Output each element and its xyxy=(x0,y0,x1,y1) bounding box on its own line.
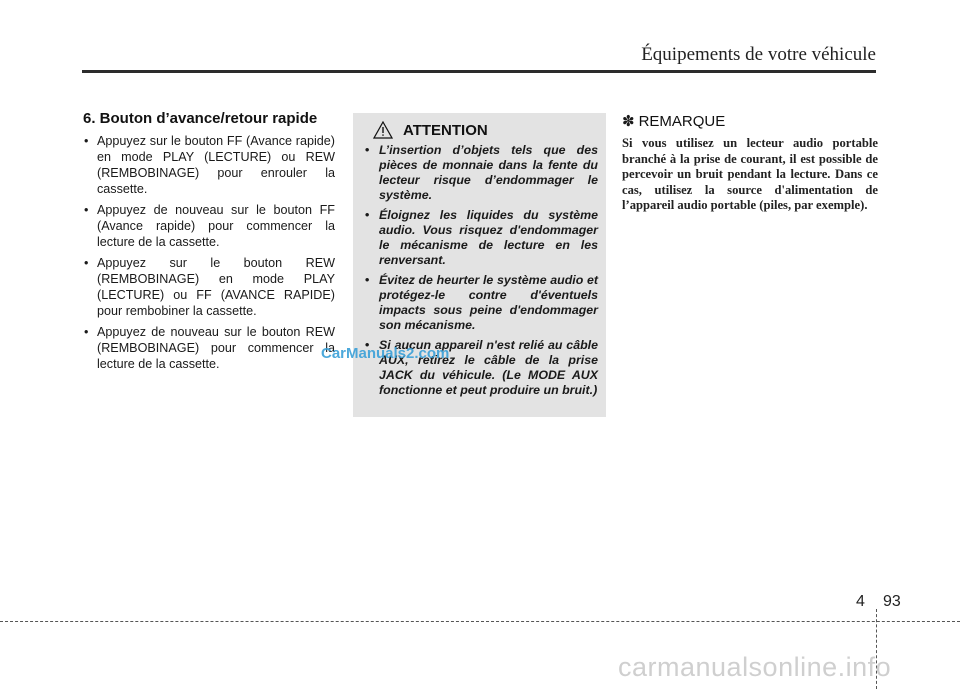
attention-box xyxy=(353,113,606,417)
attention-header xyxy=(373,121,598,139)
remark-title: REMARQUE xyxy=(638,112,726,130)
warning-triangle-icon xyxy=(373,121,393,139)
header-divider xyxy=(82,70,876,73)
asterisk-icon: ✽ xyxy=(622,113,635,130)
remark-header xyxy=(622,112,878,130)
list-item: • Évitez de heurter le système audio et protégez-le contre d'éventuels impacts sous peine d'endommager son mécanisme. xyxy=(363,273,598,333)
watermark-site: carmanualsonline.info xyxy=(618,652,892,682)
list-item: • Appuyez de nouveau sur le bouton REW (REMBOBINAGE) pour commencer la lecture de la cassette. xyxy=(83,324,335,372)
list-item: • L’insertion d’objets tels que des pièces de monnaie dans la fente du lecteur risque d’endommager le système. xyxy=(363,143,598,203)
list-item: • Si aucun appareil n'est relié au câble AUX, retirez le câble de la prise JACK du véhicule. (Le MODE AUX fonctionne et peut produire un bruit.) xyxy=(363,338,598,398)
chapter-number: 4 xyxy=(856,593,865,610)
list-item: • Appuyez sur le bouton REW (REMBOBINAGE) en mode PLAY (LECTURE) ou FF (AVANCE RAPIDE) pour rembobiner la cassette. xyxy=(83,255,335,319)
page-number: 93 xyxy=(883,593,901,610)
left-column xyxy=(83,110,335,377)
page-header-title: Équipements de votre véhicule xyxy=(641,44,876,65)
footer-divider xyxy=(0,621,960,622)
list-item: • Éloignez les liquides du système audio. Vous risquez d'endommager le mécanisme de lecture en les renversant. xyxy=(363,208,598,268)
list-item: • Appuyez de nouveau sur le bouton FF (Avance rapide) pour commencer la lecture de la cassette. xyxy=(83,202,335,250)
list-item: • Appuyez sur le bouton FF (Avance rapide) en mode PLAY (LECTURE) ou REW (REMBOBINAGE) pour enrouler la cassette. xyxy=(83,133,335,197)
watermark-logo: CarManuals2.com xyxy=(321,345,450,362)
section-heading: 6. Bouton d’avance/retour rapide xyxy=(83,110,318,127)
remark-section xyxy=(622,112,878,214)
attention-title: ATTENTION xyxy=(403,121,488,139)
remark-body: Si vous utilisez un lecteur audio portable branché à la prise de courant, il est possible de percevoir un bruit pendant la lecture. Dans ce cas, utilisez la source d'alimentation de l’appareil audio portable (piles, par exemple). xyxy=(622,136,878,212)
instruction-list xyxy=(83,133,335,372)
